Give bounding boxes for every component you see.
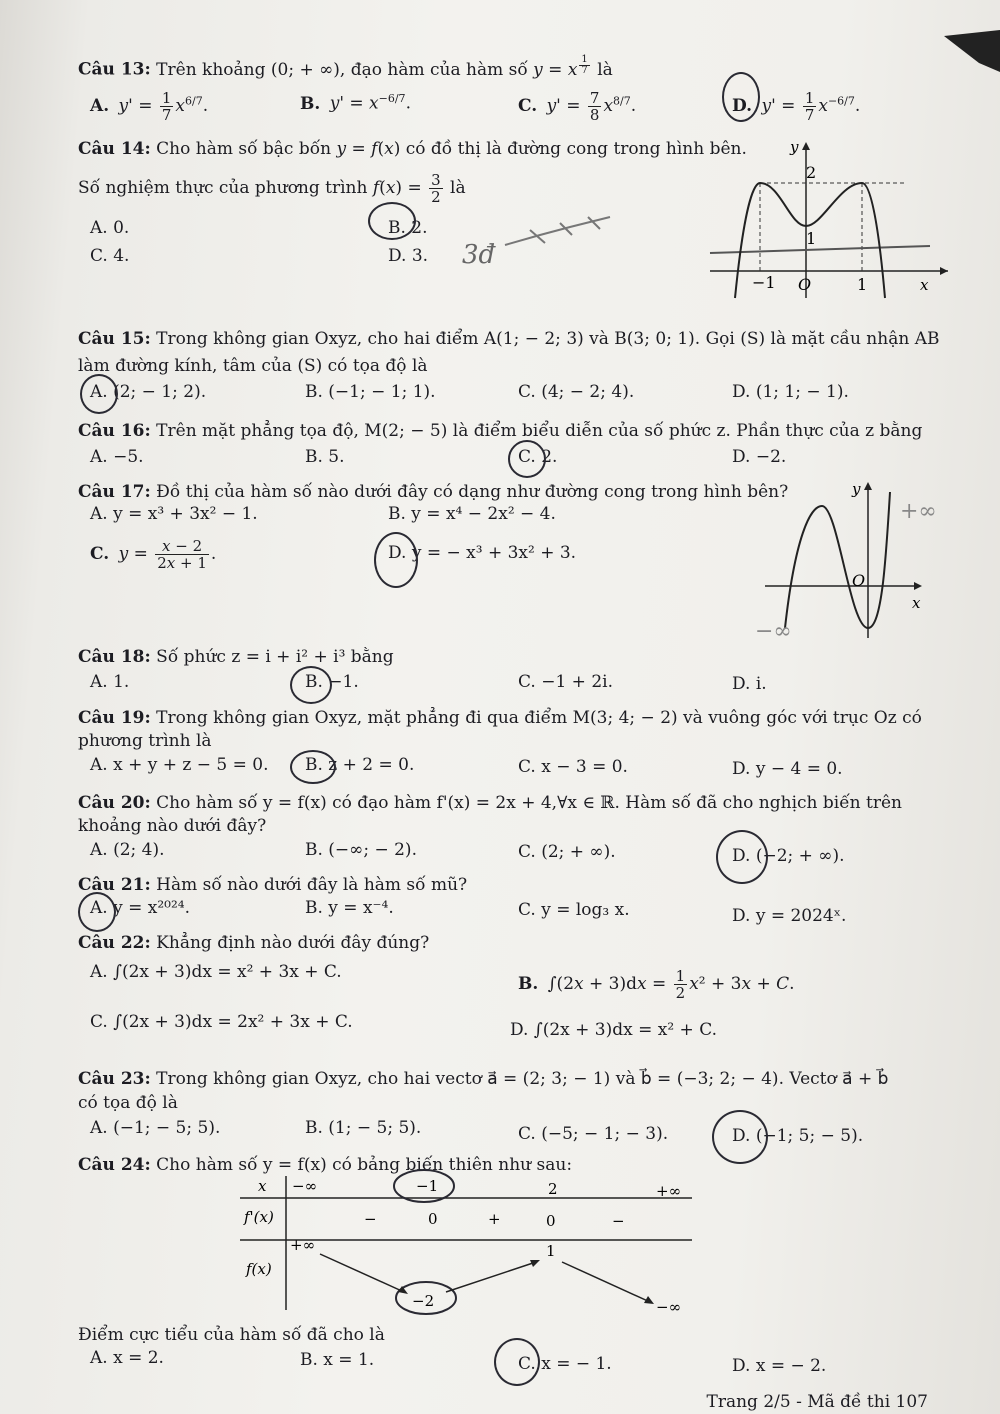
- handwritten-plus-inf: +∞: [900, 499, 937, 524]
- option-a[interactable]: A. x + y + z − 5 = 0.: [90, 755, 269, 775]
- answer-circle: [290, 666, 332, 704]
- option-d[interactable]: D. y = − x³ + 3x² + 3.: [388, 543, 577, 563]
- option-c[interactable]: C. y' = $\frac{7}{8}$ $x^{8/7}$.: [518, 89, 637, 124]
- option-d[interactable]: D. 3.: [388, 246, 429, 266]
- question-14: Câu 14: Cho hàm số bậc bốn y = f(x) có đồ thị là đường cong trong hình bên.: [78, 139, 747, 159]
- option-c[interactable]: C. y = log₃ x.: [518, 900, 630, 920]
- y-axis-label: y: [852, 480, 861, 498]
- answer-circle: [290, 750, 336, 784]
- option-b[interactable]: B. ∫(2x + 3)dx = $\frac{1}{2}$ x² + 3x + C.: [518, 967, 795, 1002]
- option-d[interactable]: D. y − 4 = 0.: [732, 759, 843, 779]
- question-24: Câu 24: Cho hàm số y = f(x) có bảng biến thiên như sau:: [78, 1155, 573, 1175]
- question-20-line2: khoảng nào dưới đây?: [78, 816, 267, 836]
- sign: +: [488, 1210, 501, 1228]
- x-axis-label: x: [920, 276, 929, 294]
- q14-graph: [700, 138, 952, 300]
- option-d[interactable]: D. (−2; + ∞).: [732, 846, 845, 866]
- question-15-line2: làm đường kính, tâm của (S) có tọa độ là: [78, 356, 428, 376]
- f-val: +∞: [290, 1236, 316, 1254]
- question-19: Câu 19: Trong không gian Oxyz, mặt phẳng đi qua điểm M(3; 4; − 2) và vuông góc với trục Oz có: [78, 708, 922, 728]
- option-d[interactable]: D. −2.: [732, 447, 787, 467]
- option-d[interactable]: D. y = 2024ˣ.: [732, 906, 847, 926]
- question-17: Câu 17: Đồ thị của hàm số nào dưới đây có dạng như đường cong trong hình bên?: [78, 482, 789, 502]
- option-a[interactable]: A. 0.: [90, 218, 130, 238]
- origin: O: [798, 275, 812, 294]
- option-a[interactable]: A. ∫(2x + 3)dx = x² + 3x + C.: [90, 962, 342, 982]
- answer-circle: [80, 374, 118, 414]
- option-c[interactable]: C. −1 + 2i.: [518, 672, 613, 692]
- option-b[interactable]: B. (−∞; − 2).: [305, 840, 417, 860]
- option-b[interactable]: B. 5.: [305, 447, 345, 467]
- variation-table: [236, 1174, 700, 1320]
- option-a[interactable]: A. 1.: [90, 672, 130, 692]
- answer-circle: [722, 72, 760, 122]
- torn-corner: [930, 30, 1000, 90]
- option-b[interactable]: B. y = x⁴ − 2x² − 4.: [388, 504, 556, 524]
- tick-x1: 1: [857, 275, 868, 294]
- option-c[interactable]: C. y = $\frac{x - 2}{2x + 1}$ .: [90, 537, 217, 572]
- answer-circle: [508, 440, 546, 478]
- answer-circle: [368, 202, 416, 240]
- f-val: 1: [546, 1242, 556, 1260]
- option-c[interactable]: C. (2; + ∞).: [518, 842, 616, 862]
- option-a[interactable]: A. (2; 4).: [90, 840, 165, 860]
- tick-2: 2: [806, 163, 817, 182]
- handwritten-minus-inf: −∞: [755, 619, 792, 644]
- question-19-line2: phương trình là: [78, 731, 212, 751]
- question-24-line2: Điểm cực tiểu của hàm số đã cho là: [78, 1325, 385, 1345]
- question-20: Câu 20: Cho hàm số y = f(x) có đạo hàm f'(x) = 2x + 4,∀x ∈ ℝ. Hàm số đã cho nghịch biến trên: [78, 793, 902, 813]
- option-c[interactable]: C. 2.: [518, 447, 558, 467]
- option-a[interactable]: A. (−1; − 5; 5).: [90, 1118, 221, 1138]
- origin: O: [852, 571, 866, 590]
- option-a[interactable]: A. y = x²⁰²⁴.: [90, 898, 190, 918]
- option-b[interactable]: B. x = 1.: [300, 1350, 375, 1370]
- sign: 0: [546, 1212, 556, 1230]
- answer-circle: [494, 1338, 540, 1386]
- x-val: +∞: [656, 1182, 682, 1200]
- option-c[interactable]: C. x − 3 = 0.: [518, 757, 628, 777]
- sign: −: [612, 1212, 625, 1230]
- answer-circle: [374, 532, 418, 588]
- question-14-line2: Số nghiệm thực của phương trình f(x) = $\frac{3}{2}$ là: [78, 171, 466, 206]
- tick-1: 1: [806, 229, 817, 248]
- page-footer: Trang 2/5 - Mã đề thi 107: [706, 1392, 928, 1412]
- option-c[interactable]: C. x = − 1.: [518, 1354, 612, 1374]
- x-val: −∞: [292, 1177, 318, 1195]
- x-val: −1: [416, 1177, 439, 1195]
- handwritten-note: 3đ: [462, 240, 496, 270]
- option-b[interactable]: B. (−1; − 1; 1).: [305, 382, 436, 402]
- row-fprime: f'(x): [244, 1208, 274, 1226]
- option-b[interactable]: B. (1; − 5; 5).: [305, 1118, 422, 1138]
- y-axis-label: y: [790, 138, 799, 156]
- question-21: Câu 21: Hàm số nào dưới đây là hàm số mũ?: [78, 875, 468, 895]
- option-c[interactable]: C. (4; − 2; 4).: [518, 382, 635, 402]
- question-18: Câu 18: Số phức z = i + i² + i³ bằng: [78, 647, 394, 667]
- option-d[interactable]: D. i.: [732, 674, 767, 694]
- pencil-scribble: [500, 205, 620, 255]
- option-b[interactable]: B. z + 2 = 0.: [305, 755, 415, 775]
- tick-minus1: −1: [752, 273, 776, 292]
- question-text: Trên khoảng (0; + ∞), đạo hàm của hàm số y = x $^{\frac{1}{7}}$ là: [156, 53, 613, 80]
- question-23-line2: có tọa độ là: [78, 1093, 178, 1113]
- option-b[interactable]: B. $y' = x^{-6/7}$.: [300, 92, 411, 114]
- option-c[interactable]: C. 4.: [90, 246, 130, 266]
- sign: −: [364, 1210, 377, 1228]
- option-d[interactable]: D. y' = $\frac{1}{7}$ $x^{-6/7}$.: [732, 89, 861, 124]
- option-c[interactable]: C. (−5; − 1; − 3).: [518, 1124, 669, 1144]
- option-b[interactable]: B. 2.: [388, 218, 428, 238]
- question-15: Câu 15: Trong không gian Oxyz, cho hai điểm A(1; − 2; 3) và B(3; 0; 1). Gọi (S) là mặt cầu nhận AB: [78, 329, 940, 349]
- option-d[interactable]: D. (1; 1; − 1).: [732, 382, 849, 402]
- option-b[interactable]: B. −1.: [305, 672, 359, 692]
- option-a[interactable]: A. (2; − 1; 2).: [90, 382, 207, 402]
- option-d[interactable]: D. (−1; 5; − 5).: [732, 1126, 864, 1146]
- option-a[interactable]: A. x = 2.: [90, 1348, 164, 1368]
- row-f: f(x): [246, 1260, 272, 1278]
- option-d[interactable]: D. ∫(2x + 3)dx = x² + C.: [510, 1020, 718, 1040]
- option-a[interactable]: A. y = x³ + 3x² − 1.: [90, 504, 258, 524]
- f-val: −∞: [656, 1298, 682, 1316]
- option-d[interactable]: D. x = − 2.: [732, 1356, 827, 1376]
- option-c[interactable]: C. ∫(2x + 3)dx = 2x² + 3x + C.: [90, 1012, 353, 1032]
- x-axis-label: x: [912, 594, 921, 612]
- row-x: x: [258, 1177, 267, 1195]
- question-22: Câu 22: Khẳng định nào dưới đây đúng?: [78, 933, 430, 953]
- answer-circle: [78, 892, 116, 932]
- q17-graph: [755, 478, 960, 648]
- question-13: Câu 13: Trên khoảng (0; + ∞), đạo hàm của hàm số y = x $^{\frac{1}{7}}$ là: [78, 53, 613, 80]
- sign: 0: [428, 1210, 438, 1228]
- question-23: Câu 23: Trong không gian Oxyz, cho hai vectơ a⃗ = (2; 3; − 1) và b⃗ = (−3; 2; − 4). Vectơ a⃗ + b⃗: [78, 1069, 889, 1089]
- x-val: 2: [548, 1180, 558, 1198]
- option-a[interactable]: A. −5.: [90, 447, 144, 467]
- f-val: −2: [412, 1292, 435, 1310]
- option-a[interactable]: A. y' = $\frac{1}{7}$ $x^{6/7}$.: [90, 89, 209, 124]
- question-16: Câu 16: Trên mặt phẳng tọa độ, M(2; − 5) là điểm biểu diễn của số phức z. Phần thực của z bằng: [78, 421, 923, 441]
- option-b[interactable]: B. y = x⁻⁴.: [305, 898, 394, 918]
